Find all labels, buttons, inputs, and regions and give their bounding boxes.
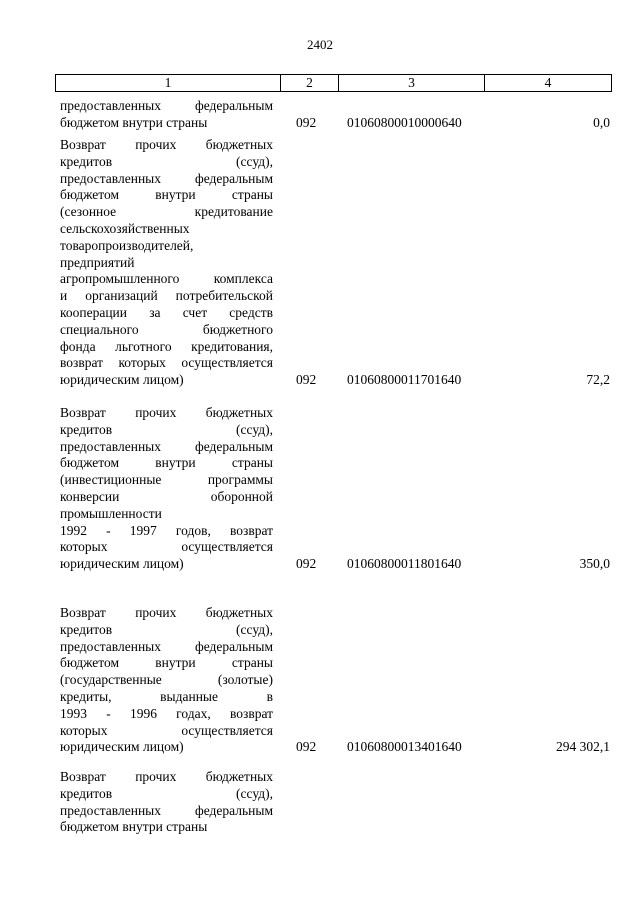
budget-code: 01060800011801640 [347,556,462,572]
amount-value: 294 302,1 [556,739,610,755]
row-description [60,769,273,836]
description-line: возврат которых осуществляется [60,355,273,371]
description-line: предоставленных федеральным [60,638,273,654]
description-line: специального бюджетного [60,321,273,337]
description-line: (инвестиционные программы [60,472,273,488]
description-line: товаропроизводителей, [60,237,194,253]
description-line: кредитов (ссуд), [60,421,273,437]
description-line: юридическим лицом) [60,739,184,755]
description-line: промышленности [60,505,162,521]
description-line: фонда льготного кредитования, [60,338,273,354]
table-header [55,74,612,92]
description-line: предоставленных федеральным [60,802,273,818]
description-line: кредитов (ссуд), [60,153,273,169]
description-line: бюджетом внутри страны [60,187,273,203]
description-line: бюджетом внутри страны [60,819,208,835]
admin-code: 092 [296,556,317,572]
admin-code: 092 [296,114,317,130]
description-line: предоставленных федеральным [60,98,273,113]
description-line: агропромышленного комплекса [60,271,273,287]
page-number: 2402 [307,37,333,52]
description-line: юридическим лицом) [60,372,184,388]
header-col-1: 1 [164,75,172,90]
description-line: Возврат прочих бюджетных [60,137,273,152]
budget-code: 01060800013401640 [347,739,462,755]
description-line: Возврат прочих бюджетных [60,605,273,620]
description-line: кооперации за счет средств [60,304,273,320]
header-col-4: 4 [484,75,611,91]
description-line: (сезонное кредитование [60,204,273,220]
description-line: сельскохозяйственных [60,220,190,236]
description-line: и организаций потребительской [60,288,273,304]
header-col-2: 2 [280,75,338,91]
row-description [60,137,273,389]
description-line: предоставленных федеральным [60,438,273,454]
row-description [60,605,273,756]
admin-code: 092 [296,372,317,388]
header-col-3: 3 [338,75,484,91]
budget-code: 01060800010000640 [347,114,462,130]
description-line: 1993 - 1996 годах, возврат [60,705,273,721]
description-line: Возврат прочих бюджетных [60,405,273,420]
description-line: кредиты, выданные в [60,688,273,704]
description-line: конверсии оборонной [60,488,273,504]
row-description [60,98,273,132]
description-line: (государственные (золотые) [60,672,273,688]
amount-value: 350,0 [579,556,610,572]
description-line: бюджетом внутри страны [60,455,273,471]
amount-value: 72,2 [586,372,610,388]
description-line: Возврат прочих бюджетных [60,769,273,784]
budget-code: 01060800011701640 [347,372,462,388]
row-description [60,405,273,573]
description-line: 1992 - 1997 годов, возврат [60,522,273,538]
description-line: которых осуществляется [60,722,273,738]
description-line: кредитов (ссуд), [60,785,273,801]
description-line: юридическим лицом) [60,556,184,572]
description-line: предприятий [60,254,135,270]
description-line: которых осуществляется [60,539,273,555]
amount-value: 0,0 [593,114,610,130]
description-line: бюджетом внутри страны [60,114,208,130]
description-line: бюджетом внутри страны [60,655,273,671]
description-line: кредитов (ссуд), [60,621,273,637]
description-line: предоставленных федеральным [60,170,273,186]
admin-code: 092 [296,739,317,755]
